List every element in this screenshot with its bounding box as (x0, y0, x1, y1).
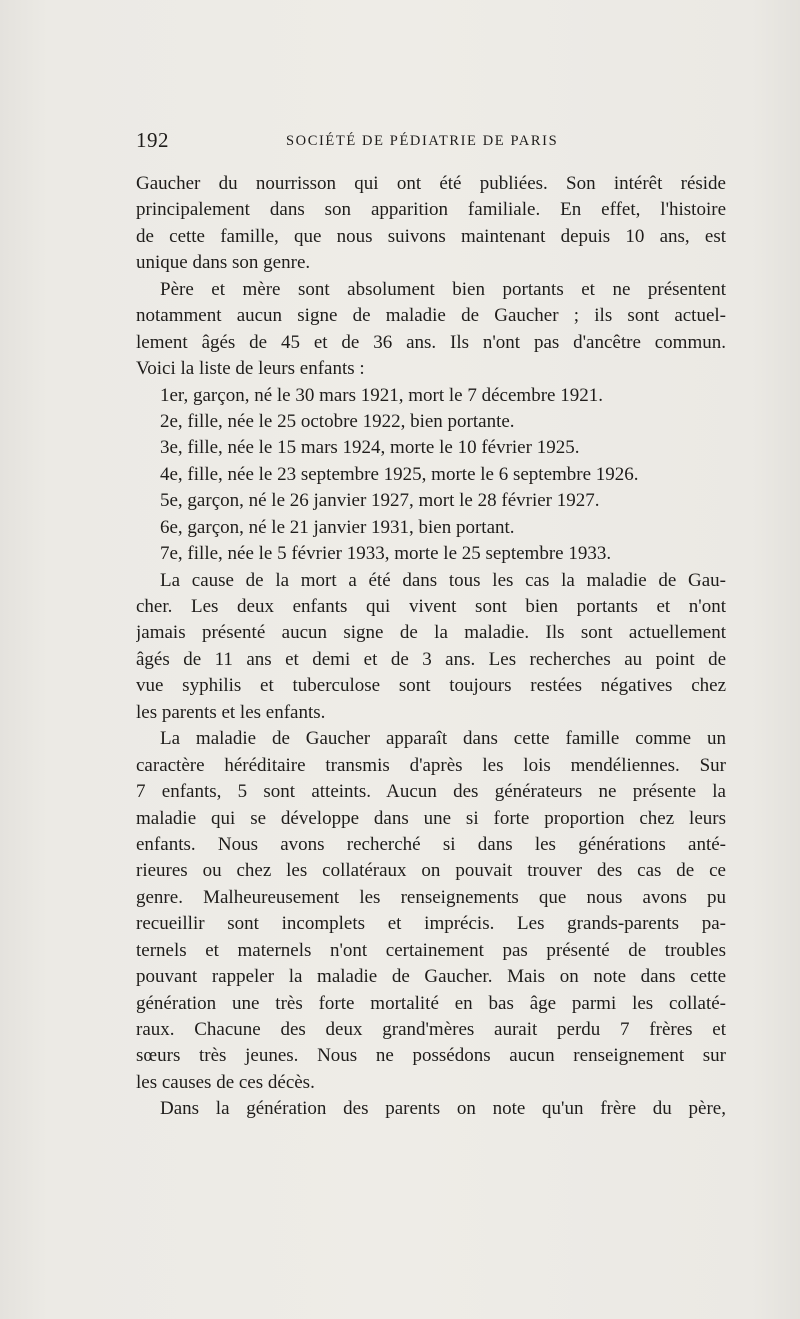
text-line: lement âgés de 45 et de 36 ans. Ils n'ont pas d'ancêtre commun. (136, 331, 726, 353)
text-line: principalement dans son apparition familiale. En effet, l'histoire (136, 199, 726, 221)
text-line: 1er, garçon, né le 30 mars 1921, mort le 7 décembre 1921. (160, 384, 603, 406)
text-line: les causes de ces décès. (136, 1071, 315, 1093)
text-line: âgés de 11 ans et demi et de 3 ans. Les recherches au point de (136, 648, 726, 670)
text-line: 7 enfants, 5 sont atteints. Aucun des générateurs ne présente la (136, 781, 726, 803)
text-line: 5e, garçon, né le 26 janvier 1927, mort le 28 février 1927. (160, 490, 600, 512)
text-line: recueillir sont incomplets et imprécis. Les grands-parents pa- (136, 913, 726, 935)
text-line: ternels et maternels n'ont certainement pas présenté de troubles (136, 939, 726, 961)
text-line: de cette famille, que nous suivons maintenant depuis 10 ans, est (136, 225, 726, 247)
text-line: genre. Malheureusement les renseignements que nous avons pu (136, 886, 726, 908)
text-line: pouvant rappeler la maladie de Gaucher. Mais on note dans cette (136, 966, 726, 988)
running-title: SOCIÉTÉ DE PÉDIATRIE DE PARIS (286, 133, 559, 149)
text-line: génération une très forte mortalité en bas âge parmi les collaté- (136, 992, 726, 1014)
text-line: rieures ou chez les collatéraux on pouvait trouver des cas de ce (136, 860, 726, 882)
text-line: 3e, fille, née le 15 mars 1924, morte le 10 février 1925. (160, 437, 580, 459)
text-line: jamais présenté aucun signe de la maladie. Ils sont actuellement (136, 622, 726, 644)
text-line: caractère héréditaire transmis d'après les lois mendéliennes. Sur (136, 754, 726, 776)
text-line: 4e, fille, née le 23 septembre 1925, morte le 6 septembre 1926. (160, 463, 639, 485)
text-line: enfants. Nous avons recherché si dans les générations anté- (136, 833, 726, 855)
page-header (136, 128, 726, 160)
text-line: raux. Chacune des deux grand'mères aurait perdu 7 frères et (136, 1019, 726, 1040)
text-line: 2e, fille, née le 25 octobre 1922, bien portante. (160, 410, 515, 432)
text-line: 7e, fille, née le 5 février 1933, morte le 25 septembre 1933. (160, 543, 612, 565)
text-line: sœurs très jeunes. Nous ne possédons aucun renseignement sur (136, 1045, 726, 1067)
text-line: Gaucher du nourrisson qui ont été publiées. Son intérêt réside (136, 173, 726, 194)
text-line: Dans la génération des parents on note qu'un frère du père, (160, 1098, 726, 1120)
text-line: unique dans son genre. (136, 252, 311, 274)
text-line: Voici la liste de leurs enfants : (136, 358, 365, 380)
text-line: les parents et les enfants. (136, 701, 326, 723)
text-line: notamment aucun signe de maladie de Gaucher ; ils sont actuel- (136, 305, 726, 327)
text-line: cher. Les deux enfants qui vivent sont bien portants et n'ont (136, 596, 726, 617)
text-line: La cause de la mort a été dans tous les cas la maladie de Gau- (160, 569, 726, 591)
text-line: Père et mère sont absolument bien portants et ne présentent (160, 278, 726, 300)
text-line: La maladie de Gaucher apparaît dans cette famille comme un (160, 728, 726, 750)
text-line: vue syphilis et tuberculose sont toujours restées négatives chez (136, 675, 726, 697)
text-line: maladie qui se développe dans une si forte proportion chez leurs (136, 807, 726, 829)
body-text (136, 171, 726, 1123)
text-line: 6e, garçon, né le 21 janvier 1931, bien portant. (160, 516, 515, 538)
page-number: 192 (136, 128, 169, 152)
